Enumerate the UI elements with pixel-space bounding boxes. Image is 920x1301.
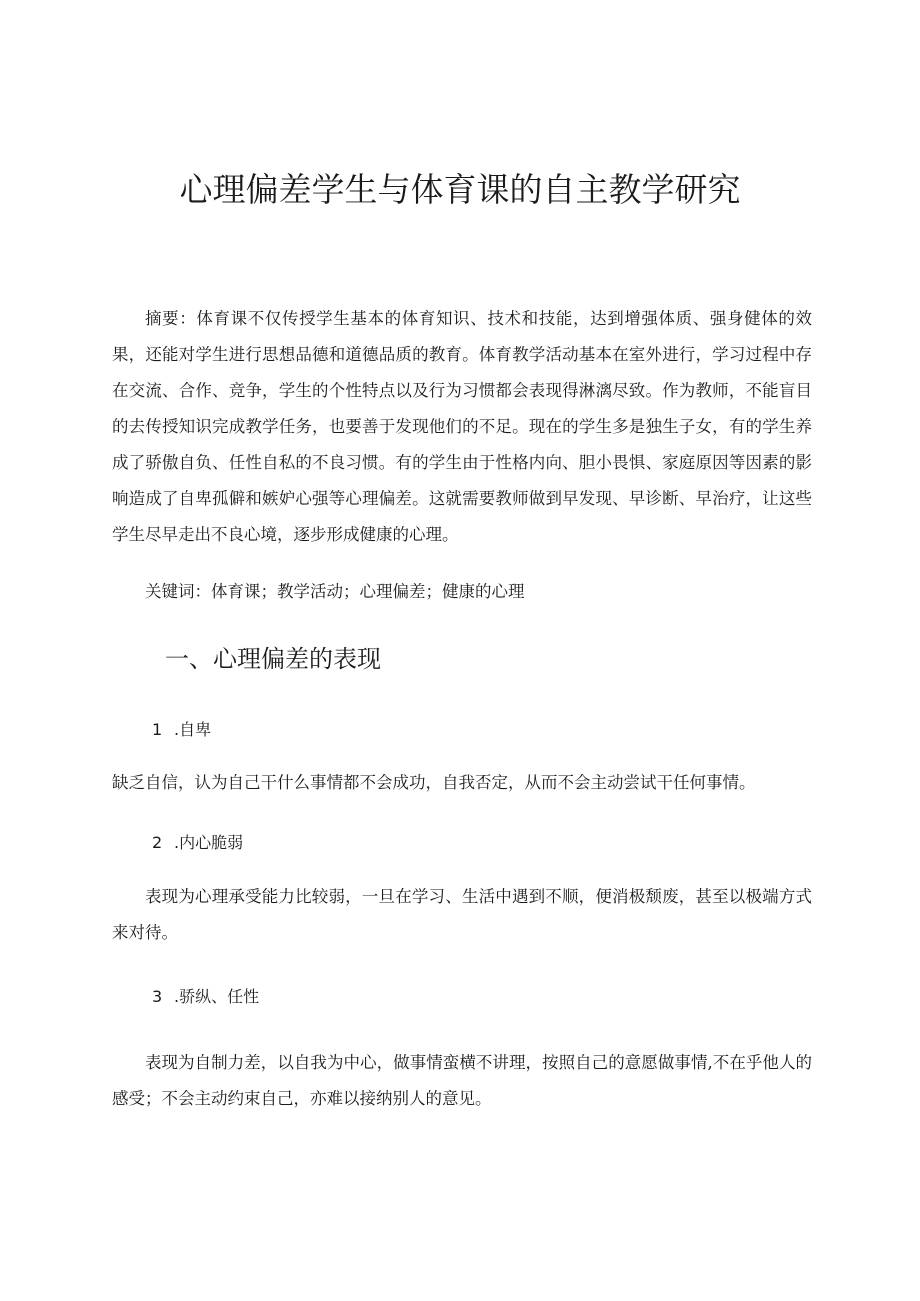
subheading-2 [152,829,243,857]
subheading-title: .内心脆弱 [174,833,244,852]
item-3-text: 表现为自制力差，以自我为中心，做事情蛮横不讲理，按照自己的意愿做事情,不在乎他人的感受；不会主动约束自己，亦难以接纳别人的意见。 [112,1053,812,1108]
item-1-text: 缺乏自信，认为自己干什么事情都不会成功，自我否定，从而不会主动尝试干任何事情。 [112,773,756,792]
keywords-line: 关键词：体育课；教学活动；心理偏差；健康的心理 [145,582,525,601]
document-title: 心理偏差学生与体育课的自主教学研究 [179,170,741,209]
abstract-paragraph: 摘要：体育课不仅传授学生基本的体育知识、技术和技能，达到增强体质、强身健体的效果，还能对学生进行思想品德和道德品质的教育。体育教学活动基本在室外进行，学习过程中存在交流、合作、竞争，学生的个性特点以及行为习惯都会表现得淋漓尽致。作为教师，不能盲目的去传授知识完成教学任务，也要善于发现他们的不足。现在的学生多是独生子女，有的学生养成了骄傲自负、任性自私的不良习惯。有的学生由于性格内向、胆小畏惧、家庭原因等因素的影响造成了自卑孤僻和嫉妒心强等心理偏差。这就需要教师做到早发现、早诊断、早治疗，让这些学生尽早走出不良心境，逐步形成健康的心理。 [112,309,812,544]
subheading-3 [152,983,259,1011]
section-heading: 一、心理偏差的表现 [165,645,381,673]
subheading-number: 3 [152,987,163,1006]
subheading-number: 1 [152,720,163,739]
item-2-text: 表现为心理承受能力比较弱，一旦在学习、生活中遇到不顺，便消极颓废，甚至以极端方式来对待。 [112,887,812,942]
subheading-1 [152,716,211,744]
subheading-number: 2 [152,833,163,852]
subheading-title: .自卑 [174,720,212,739]
subheading-title: .骄纵、任性 [174,987,260,1006]
